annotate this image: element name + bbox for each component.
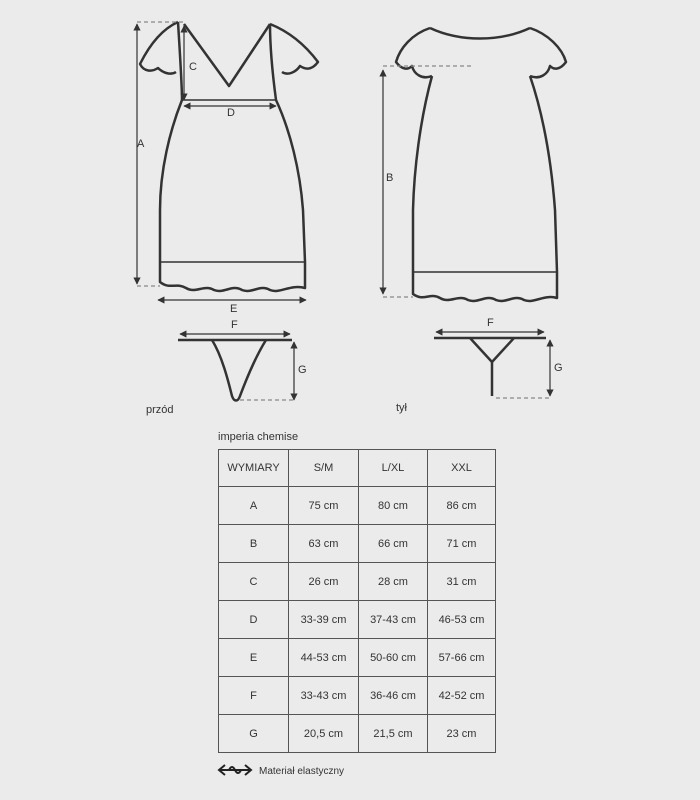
label-D: D: [227, 107, 235, 119]
back-chemise: [396, 28, 566, 301]
table-row: [219, 487, 496, 525]
table-cell: 33-43 cm: [289, 677, 359, 715]
table-cell: 63 cm: [289, 525, 359, 563]
table-title: imperia chemise: [218, 431, 299, 443]
table-header-row: [219, 450, 496, 487]
table-cell: 20,5 cm: [289, 715, 359, 753]
label-C: C: [189, 61, 197, 73]
header-wymiary: WYMIARY: [219, 450, 289, 487]
back-thong: [434, 338, 546, 396]
table-cell: 28 cm: [359, 563, 428, 601]
elastic-arrows-icon: [217, 764, 253, 779]
table-cell: 42-52 cm: [428, 677, 496, 715]
table-cell: 75 cm: [289, 487, 359, 525]
table-cell: F: [219, 677, 289, 715]
table-cell: 37-43 cm: [359, 601, 428, 639]
label-F-back: F: [487, 317, 494, 329]
label-E: E: [230, 303, 238, 315]
front-caption: przód: [146, 404, 174, 416]
table-cell: 80 cm: [359, 487, 428, 525]
table-cell: 23 cm: [428, 715, 496, 753]
header-xxl: XXL: [428, 450, 496, 487]
back-caption: tył: [396, 402, 407, 414]
table-cell: 66 cm: [359, 525, 428, 563]
label-G-back: G: [554, 362, 563, 374]
table-cell: 36-46 cm: [359, 677, 428, 715]
label-G-front: G: [298, 364, 307, 376]
legend: [217, 764, 344, 779]
label-B: B: [386, 172, 394, 184]
table-row: [219, 639, 496, 677]
table-cell: 46-53 cm: [428, 601, 496, 639]
table-cell: 31 cm: [428, 563, 496, 601]
table-row: [219, 601, 496, 639]
table-cell: 33-39 cm: [289, 601, 359, 639]
label-A: A: [137, 138, 145, 150]
table-cell: D: [219, 601, 289, 639]
front-chemise: [140, 22, 318, 291]
legend-text: Materiał elastyczny: [259, 766, 345, 777]
table-cell: 26 cm: [289, 563, 359, 601]
table-cell: 86 cm: [428, 487, 496, 525]
table-row: [219, 677, 496, 715]
size-table: [218, 449, 496, 753]
label-F-front: F: [231, 319, 238, 331]
front-dimensions: [137, 22, 306, 300]
table-row: [219, 563, 496, 601]
table-cell: B: [219, 525, 289, 563]
table-cell: E: [219, 639, 289, 677]
table-cell: A: [219, 487, 289, 525]
table-row: [219, 525, 496, 563]
table-cell: C: [219, 563, 289, 601]
table-cell: 71 cm: [428, 525, 496, 563]
table-cell: 57-66 cm: [428, 639, 496, 677]
front-thong: [178, 340, 292, 401]
table-cell: 44-53 cm: [289, 639, 359, 677]
header-lxl: L/XL: [359, 450, 428, 487]
table-row: [219, 715, 496, 753]
table-cell: G: [219, 715, 289, 753]
table-cell: 21,5 cm: [359, 715, 428, 753]
table-cell: 50-60 cm: [359, 639, 428, 677]
header-sm: S/M: [289, 450, 359, 487]
